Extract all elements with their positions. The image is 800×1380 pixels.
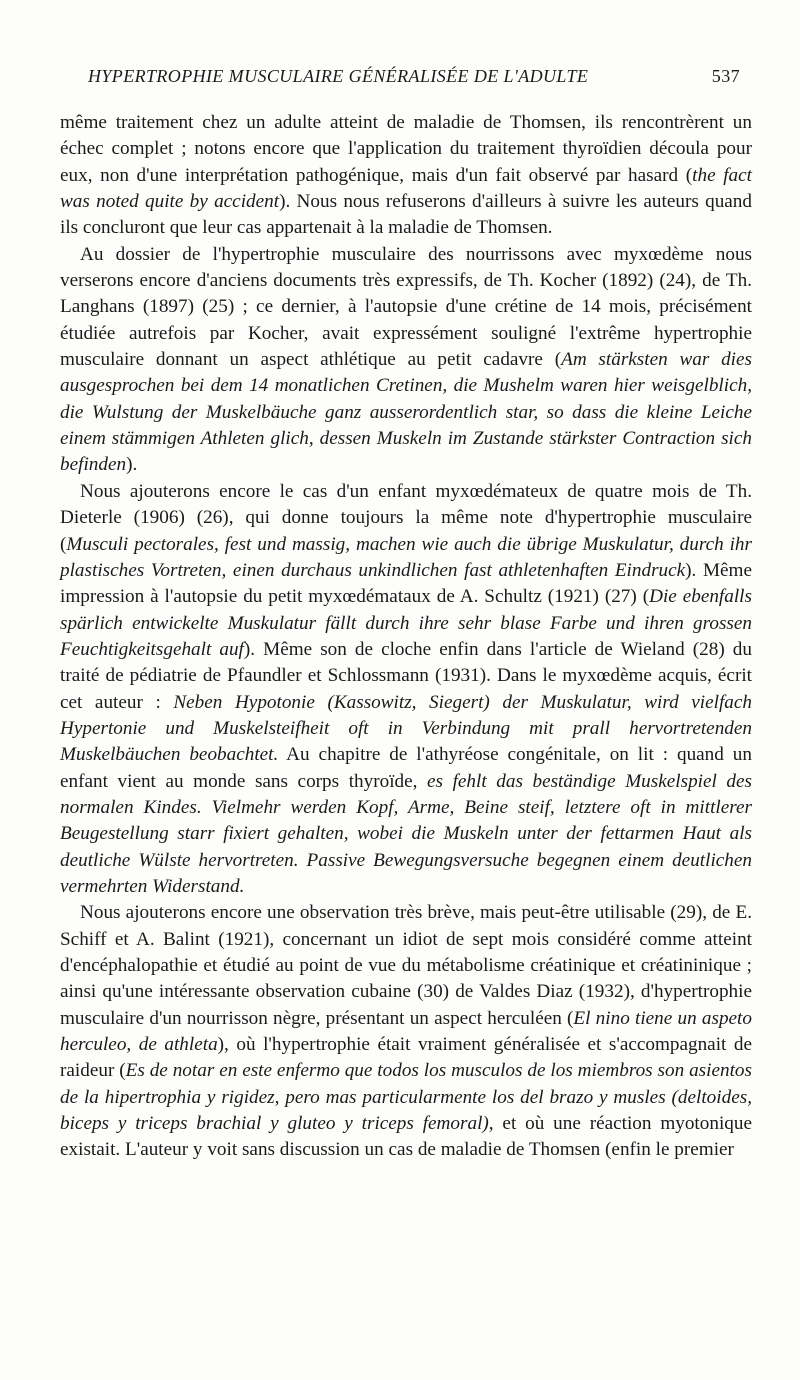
text-run: ). Même impression à l'autopsie du petit myxœdémataux de A. Schultz (1921) (27) ( [60, 559, 752, 608]
italic-quote: Es de notar en este enfermo que todos los musculos de los miembros son asientos de la hipertrophia y rigidez, pero mas particularmente los del brazo y musles (deltoides, biceps y triceps brachial y gluteo y triceps femoral) [60, 1060, 752, 1135]
text-run: ). Nous nous refuserons d'ailleurs à suivre les auteurs quand ils concluront que leur cas appartenait à la maladie de Thomsen. [60, 191, 752, 239]
body-text [60, 110, 752, 1164]
paragraph [60, 479, 752, 901]
italic-quote: Musculi pectorales, fest und massig, machen wie auch die übrige Muskulatur, durch ihr plastisches Vortreten, einen durchaus unkindlichen fast athletenhaften Eindruck [60, 533, 752, 581]
text-run: ). Même son de cloche enfin dans l'article de Wieland (28) du traité de pédiatrie de Pfaundler et Schlossmann (1931). Dans le myxœdème acquis, écrit cet auteur : [60, 638, 752, 713]
italic-quote: the fact was noted quite by accident [60, 164, 752, 213]
page-header [88, 66, 740, 94]
italic-quote: Am stärksten war dies ausgesprochen bei dem 14 monatlichen Cretinen, die Mushelm waren hier weisgelblich, die Wulstung der Muskelbäuche ganz ausserordentlich star, so dass die kleine Leiche einem stämmigen Athleten glich, dessen Muskeln im Zustande stärkster Contraction sich befinden [60, 349, 752, 476]
text-run: , et où une réaction myotonique existait. L'auteur y voit sans discussion un cas de maladie de Thomsen (enfin le premier [60, 1113, 752, 1161]
italic-quote: Neben Hypotonie (Kassowitz, Siegert) der Muskulatur, wird vielfach Hypertonie und Muskelsteifheit oft in Verbindung mit prall hervortretenden Muskelbäuchen beobachtet. [60, 691, 753, 766]
text-run: Nous ajouterons encore une observation très brève, mais peut-être utilisable (29), de E. Schiff et A. Balint (1921), concernant un idiot de sept mois considéré comme atteint d'encéphalopathie et étudié au point de vue du métabolisme créatinique et créatininique ; ainsi qu'une intéressante observation cubaine (30) de Valdes Diaz (1932), d'hypertrophie musculaire d'un nourrisson nègre, présentant un aspect herculéen ( [60, 902, 752, 1029]
text-run: même traitement chez un adulte atteint de maladie de Thomsen, ils rencontrèrent un échec complet ; notons encore que l'application du traitement thyroïdien découla pour eux, non d'une interprétation pathogénique, mais d'un fait observé par hasard ( [60, 112, 752, 186]
text-run: ), où l'hypertrophie était vraiment généralisée et s'accompagnait de raideur ( [60, 1034, 752, 1082]
paragraph [60, 242, 752, 479]
page-number: 537 [711, 66, 740, 86]
italic-quote: es fehlt das beständige Muskelspiel des normalen Kindes. Vielmehr werden Kopf, Arme, Beine steif, letztere oft in mittlerer Beugestellung starr fixiert gehalten, wobei die Muskeln unter der fettarmen Haut als deutliche Wülste hervortreten. Passive Bewegungsversuche begegnen einem deutlichen vermehrten Widerstand. [60, 770, 752, 897]
paragraph [60, 900, 752, 1163]
italic-quote: Die ebenfalls spärlich entwickelte Muskulatur fällt durch ihre sehr blase Farbe und ihren grossen Feuchtigkeitsgehalt auf [60, 586, 752, 660]
paragraph [60, 110, 752, 242]
text-run: Nous ajouterons encore le cas d'un enfant myxœdémateux de quatre mois de Th. Dieterle (1906) (26), qui donne toujours la même note d'hypertrophie musculaire ( [60, 480, 752, 555]
running-title: HYPERTROPHIE MUSCULAIRE GÉNÉRALISÉE DE L'ADULTE [88, 66, 589, 86]
text-run: Au chapitre de l'athyréose congénitale, on lit : quand un enfant vient au monde sans corps thyroïde, [60, 744, 752, 792]
text-run: ). [126, 454, 138, 476]
italic-quote: El nino tiene un aspeto herculeo, de athleta [60, 1007, 752, 1056]
text-run: Au dossier de l'hypertrophie musculaire des nourrissons avec myxœdème nous verserons encore d'anciens documents très expressifs, de Th. Kocher (1892) (24), de Th. Langhans (1897) (25) ; ce dernier, à l'autopsie d'une crétine de 14 mois, précisément étudiée autrefois par Kocher, avait expressément souligné l'extrême hypertrophie musculaire donnant un aspect athlétique au petit cadavre ( [60, 243, 752, 371]
